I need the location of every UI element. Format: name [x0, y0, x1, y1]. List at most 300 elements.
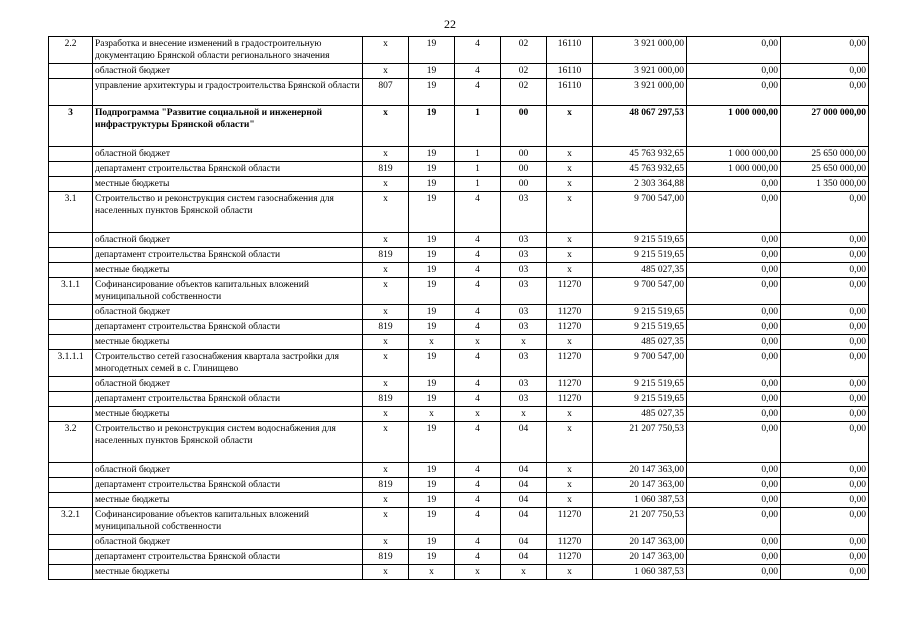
- table-row: [49, 407, 869, 422]
- direction-code: х: [547, 248, 593, 263]
- main-measure-code: 02: [501, 79, 547, 106]
- main-measure-code: 03: [501, 263, 547, 278]
- amount-year-1: 9 700 547,00: [593, 192, 687, 233]
- subprogram-code: 4: [455, 350, 501, 377]
- amount-year-1: 20 147 363,00: [593, 535, 687, 550]
- grbs-code: х: [363, 377, 409, 392]
- main-measure-code: 04: [501, 478, 547, 493]
- amount-year-2: 0,00: [687, 422, 781, 463]
- subprogram-code: 4: [455, 37, 501, 64]
- direction-code: х: [547, 493, 593, 508]
- program-code: 19: [409, 508, 455, 535]
- amount-year-2: 0,00: [687, 79, 781, 106]
- amount-year-3: 0,00: [781, 377, 869, 392]
- row-name: департамент строительства Брянской области: [93, 162, 363, 177]
- grbs-code: х: [363, 350, 409, 377]
- grbs-code: х: [363, 37, 409, 64]
- row-name: местные бюджеты: [93, 493, 363, 508]
- row-name: Подпрограмма "Развитие социальной и инженерной инфраструктуры Брянской области": [93, 106, 363, 147]
- amount-year-3: 0,00: [781, 565, 869, 580]
- grbs-code: х: [363, 508, 409, 535]
- amount-year-2: 0,00: [687, 377, 781, 392]
- subprogram-code: 1: [455, 106, 501, 147]
- main-measure-code: 00: [501, 106, 547, 147]
- program-code: 19: [409, 37, 455, 64]
- program-code: 19: [409, 233, 455, 248]
- row-number: [49, 79, 93, 106]
- row-number: [49, 392, 93, 407]
- direction-code: 16110: [547, 37, 593, 64]
- page-number: 22: [444, 17, 456, 31]
- row-name: местные бюджеты: [93, 263, 363, 278]
- table-row: [49, 192, 869, 233]
- grbs-code: х: [363, 177, 409, 192]
- subprogram-code: х: [455, 335, 501, 350]
- program-code: 19: [409, 493, 455, 508]
- row-number: [49, 162, 93, 177]
- amount-year-3: 0,00: [781, 305, 869, 320]
- amount-year-3: 0,00: [781, 535, 869, 550]
- amount-year-1: 2 303 364,88: [593, 177, 687, 192]
- row-number: [49, 233, 93, 248]
- subprogram-code: 1: [455, 162, 501, 177]
- program-code: х: [409, 335, 455, 350]
- amount-year-2: 0,00: [687, 248, 781, 263]
- row-name: управление архитектуры и градостроительства Брянской области: [93, 79, 363, 106]
- amount-year-1: 9 215 519,65: [593, 248, 687, 263]
- amount-year-1: 20 147 363,00: [593, 463, 687, 478]
- grbs-code: 807: [363, 79, 409, 106]
- table-row: [49, 350, 869, 377]
- main-measure-code: х: [501, 407, 547, 422]
- table-row: [49, 335, 869, 350]
- amount-year-1: 9 700 547,00: [593, 350, 687, 377]
- main-measure-code: 04: [501, 463, 547, 478]
- amount-year-2: 1 000 000,00: [687, 162, 781, 177]
- row-number: 3: [49, 106, 93, 147]
- main-measure-code: 00: [501, 147, 547, 162]
- subprogram-code: 4: [455, 64, 501, 79]
- amount-year-1: 21 207 750,53: [593, 422, 687, 463]
- row-number: [49, 377, 93, 392]
- table-row: [49, 248, 869, 263]
- amount-year-3: 0,00: [781, 192, 869, 233]
- row-name: департамент строительства Брянской области: [93, 392, 363, 407]
- row-name: департамент строительства Брянской области: [93, 550, 363, 565]
- row-name: областной бюджет: [93, 463, 363, 478]
- direction-code: х: [547, 335, 593, 350]
- amount-year-1: 48 067 297,53: [593, 106, 687, 147]
- amount-year-3: 0,00: [781, 335, 869, 350]
- subprogram-code: 4: [455, 508, 501, 535]
- row-number: [49, 320, 93, 335]
- amount-year-3: 0,00: [781, 263, 869, 278]
- main-measure-code: 03: [501, 305, 547, 320]
- direction-code: 11270: [547, 550, 593, 565]
- row-number: [49, 463, 93, 478]
- main-measure-code: 03: [501, 320, 547, 335]
- direction-code: 11270: [547, 305, 593, 320]
- amount-year-1: 9 215 519,65: [593, 320, 687, 335]
- amount-year-2: 0,00: [687, 335, 781, 350]
- program-code: 19: [409, 463, 455, 478]
- table-row: [49, 147, 869, 162]
- direction-code: х: [547, 407, 593, 422]
- table-row: [49, 377, 869, 392]
- grbs-code: 819: [363, 162, 409, 177]
- grbs-code: 819: [363, 392, 409, 407]
- amount-year-2: 1 000 000,00: [687, 147, 781, 162]
- row-number: [49, 550, 93, 565]
- amount-year-3: 0,00: [781, 478, 869, 493]
- subprogram-code: 4: [455, 320, 501, 335]
- amount-year-2: 1 000 000,00: [687, 106, 781, 147]
- direction-code: 11270: [547, 377, 593, 392]
- amount-year-1: 485 027,35: [593, 263, 687, 278]
- amount-year-2: 0,00: [687, 392, 781, 407]
- table-row: [49, 493, 869, 508]
- grbs-code: 819: [363, 248, 409, 263]
- amount-year-1: 9 215 519,65: [593, 233, 687, 248]
- direction-code: 11270: [547, 392, 593, 407]
- row-number: [49, 305, 93, 320]
- subprogram-code: 4: [455, 233, 501, 248]
- subprogram-code: 4: [455, 535, 501, 550]
- table-row: [49, 106, 869, 147]
- amount-year-3: 0,00: [781, 463, 869, 478]
- row-name: департамент строительства Брянской области: [93, 320, 363, 335]
- table-row: [49, 392, 869, 407]
- row-name: департамент строительства Брянской области: [93, 248, 363, 263]
- program-code: 19: [409, 422, 455, 463]
- direction-code: х: [547, 463, 593, 478]
- row-number: [49, 335, 93, 350]
- direction-code: х: [547, 422, 593, 463]
- direction-code: 11270: [547, 535, 593, 550]
- amount-year-2: 0,00: [687, 263, 781, 278]
- direction-code: х: [547, 478, 593, 493]
- row-name: областной бюджет: [93, 535, 363, 550]
- main-measure-code: 03: [501, 392, 547, 407]
- direction-code: 11270: [547, 508, 593, 535]
- table-row: [49, 233, 869, 248]
- amount-year-2: 0,00: [687, 407, 781, 422]
- grbs-code: х: [363, 305, 409, 320]
- subprogram-code: 4: [455, 463, 501, 478]
- amount-year-2: 0,00: [687, 233, 781, 248]
- amount-year-3: 25 650 000,00: [781, 162, 869, 177]
- subprogram-code: 4: [455, 478, 501, 493]
- grbs-code: х: [363, 192, 409, 233]
- row-number: 3.1.1.1: [49, 350, 93, 377]
- table-row: [49, 535, 869, 550]
- direction-code: 11270: [547, 350, 593, 377]
- subprogram-code: 1: [455, 147, 501, 162]
- row-number: [49, 263, 93, 278]
- table-row: [49, 177, 869, 192]
- amount-year-1: 3 921 000,00: [593, 37, 687, 64]
- amount-year-3: 0,00: [781, 79, 869, 106]
- amount-year-1: 20 147 363,00: [593, 478, 687, 493]
- grbs-code: х: [363, 106, 409, 147]
- amount-year-1: 21 207 750,53: [593, 508, 687, 535]
- grbs-code: 819: [363, 478, 409, 493]
- table-row: [49, 305, 869, 320]
- grbs-code: х: [363, 335, 409, 350]
- amount-year-1: 1 060 387,53: [593, 493, 687, 508]
- budget-table: [48, 36, 869, 580]
- table-row: [49, 162, 869, 177]
- subprogram-code: 4: [455, 192, 501, 233]
- program-code: 19: [409, 377, 455, 392]
- grbs-code: х: [363, 64, 409, 79]
- program-code: 19: [409, 550, 455, 565]
- row-number: [49, 493, 93, 508]
- direction-code: 11270: [547, 278, 593, 305]
- direction-code: х: [547, 263, 593, 278]
- program-code: 19: [409, 305, 455, 320]
- subprogram-code: 4: [455, 248, 501, 263]
- row-name: Строительство и реконструкция систем водоснабжения для населенных пунктов Брянской области: [93, 422, 363, 463]
- amount-year-3: 0,00: [781, 350, 869, 377]
- main-measure-code: 00: [501, 177, 547, 192]
- amount-year-1: 9 215 519,65: [593, 392, 687, 407]
- direction-code: х: [547, 106, 593, 147]
- main-measure-code: 02: [501, 37, 547, 64]
- amount-year-3: 27 000 000,00: [781, 106, 869, 147]
- grbs-code: х: [363, 422, 409, 463]
- main-measure-code: 04: [501, 508, 547, 535]
- grbs-code: х: [363, 263, 409, 278]
- row-number: [49, 478, 93, 493]
- amount-year-1: 1 060 387,53: [593, 565, 687, 580]
- amount-year-2: 0,00: [687, 535, 781, 550]
- amount-year-2: 0,00: [687, 478, 781, 493]
- subprogram-code: 4: [455, 550, 501, 565]
- program-code: х: [409, 407, 455, 422]
- row-name: областной бюджет: [93, 147, 363, 162]
- amount-year-2: 0,00: [687, 192, 781, 233]
- amount-year-1: 9 215 519,65: [593, 305, 687, 320]
- direction-code: х: [547, 162, 593, 177]
- amount-year-3: 0,00: [781, 508, 869, 535]
- program-code: 19: [409, 64, 455, 79]
- grbs-code: х: [363, 407, 409, 422]
- direction-code: 16110: [547, 64, 593, 79]
- amount-year-3: 0,00: [781, 493, 869, 508]
- row-name: областной бюджет: [93, 233, 363, 248]
- amount-year-2: 0,00: [687, 350, 781, 377]
- subprogram-code: 4: [455, 493, 501, 508]
- amount-year-1: 3 921 000,00: [593, 64, 687, 79]
- direction-code: х: [547, 565, 593, 580]
- program-code: 19: [409, 177, 455, 192]
- amount-year-2: 0,00: [687, 463, 781, 478]
- amount-year-2: 0,00: [687, 177, 781, 192]
- amount-year-3: 1 350 000,00: [781, 177, 869, 192]
- amount-year-3: 0,00: [781, 422, 869, 463]
- main-measure-code: 03: [501, 233, 547, 248]
- row-name: Строительство и реконструкция систем газоснабжения для населенных пунктов Брянской области: [93, 192, 363, 233]
- direction-code: 11270: [547, 320, 593, 335]
- program-code: 19: [409, 535, 455, 550]
- subprogram-code: 4: [455, 263, 501, 278]
- table-row: [49, 79, 869, 106]
- row-name: местные бюджеты: [93, 565, 363, 580]
- amount-year-2: 0,00: [687, 320, 781, 335]
- grbs-code: 819: [363, 320, 409, 335]
- subprogram-code: 4: [455, 377, 501, 392]
- subprogram-code: 4: [455, 422, 501, 463]
- amount-year-1: 485 027,35: [593, 335, 687, 350]
- row-number: 3.2: [49, 422, 93, 463]
- table-row: [49, 37, 869, 64]
- table-row: [49, 278, 869, 305]
- main-measure-code: 03: [501, 248, 547, 263]
- program-code: 19: [409, 350, 455, 377]
- main-measure-code: 04: [501, 422, 547, 463]
- row-name: Софинансирование объектов капитальных вложений муниципальной собственности: [93, 278, 363, 305]
- subprogram-code: 1: [455, 177, 501, 192]
- program-code: 19: [409, 478, 455, 493]
- row-name: местные бюджеты: [93, 335, 363, 350]
- row-number: 3.1.1: [49, 278, 93, 305]
- row-number: [49, 64, 93, 79]
- row-name: местные бюджеты: [93, 177, 363, 192]
- main-measure-code: х: [501, 335, 547, 350]
- table-row: [49, 550, 869, 565]
- amount-year-3: 0,00: [781, 407, 869, 422]
- grbs-code: х: [363, 147, 409, 162]
- row-name: областной бюджет: [93, 377, 363, 392]
- main-measure-code: 00: [501, 162, 547, 177]
- program-code: 19: [409, 392, 455, 407]
- table-row: [49, 508, 869, 535]
- main-measure-code: 04: [501, 535, 547, 550]
- program-code: 19: [409, 248, 455, 263]
- amount-year-2: 0,00: [687, 565, 781, 580]
- table-body: [49, 37, 869, 580]
- program-code: 19: [409, 147, 455, 162]
- amount-year-2: 0,00: [687, 305, 781, 320]
- program-code: 19: [409, 320, 455, 335]
- amount-year-2: 0,00: [687, 493, 781, 508]
- amount-year-3: 0,00: [781, 64, 869, 79]
- row-name: областной бюджет: [93, 305, 363, 320]
- row-number: 3.2.1: [49, 508, 93, 535]
- program-code: 19: [409, 192, 455, 233]
- amount-year-3: 0,00: [781, 320, 869, 335]
- subprogram-code: 4: [455, 79, 501, 106]
- program-code: х: [409, 565, 455, 580]
- amount-year-1: 9 700 547,00: [593, 278, 687, 305]
- direction-code: х: [547, 192, 593, 233]
- subprogram-code: х: [455, 565, 501, 580]
- amount-year-2: 0,00: [687, 278, 781, 305]
- table-row: [49, 463, 869, 478]
- grbs-code: х: [363, 278, 409, 305]
- main-measure-code: х: [501, 565, 547, 580]
- table-row: [49, 422, 869, 463]
- main-measure-code: 04: [501, 493, 547, 508]
- amount-year-3: 0,00: [781, 248, 869, 263]
- row-name: Разработка и внесение изменений в градостроительную документацию Брянской области регионального значения: [93, 37, 363, 64]
- row-number: 3.1: [49, 192, 93, 233]
- table-row: [49, 64, 869, 79]
- grbs-code: х: [363, 493, 409, 508]
- row-name: областной бюджет: [93, 64, 363, 79]
- table-row: [49, 565, 869, 580]
- amount-year-1: 9 215 519,65: [593, 377, 687, 392]
- row-number: 2.2: [49, 37, 93, 64]
- program-code: 19: [409, 278, 455, 305]
- amount-year-2: 0,00: [687, 64, 781, 79]
- amount-year-1: 3 921 000,00: [593, 79, 687, 106]
- grbs-code: х: [363, 535, 409, 550]
- amount-year-3: 0,00: [781, 233, 869, 248]
- main-measure-code: 03: [501, 377, 547, 392]
- program-code: 19: [409, 106, 455, 147]
- row-number: [49, 407, 93, 422]
- amount-year-1: 45 763 932,65: [593, 162, 687, 177]
- direction-code: х: [547, 147, 593, 162]
- direction-code: х: [547, 233, 593, 248]
- subprogram-code: х: [455, 407, 501, 422]
- program-code: 19: [409, 162, 455, 177]
- amount-year-2: 0,00: [687, 508, 781, 535]
- subprogram-code: 4: [455, 278, 501, 305]
- amount-year-2: 0,00: [687, 37, 781, 64]
- row-name: местные бюджеты: [93, 407, 363, 422]
- row-number: [49, 248, 93, 263]
- amount-year-3: 0,00: [781, 278, 869, 305]
- main-measure-code: 03: [501, 192, 547, 233]
- amount-year-2: 0,00: [687, 550, 781, 565]
- row-number: [49, 565, 93, 580]
- main-measure-code: 04: [501, 550, 547, 565]
- main-measure-code: 03: [501, 350, 547, 377]
- row-number: [49, 177, 93, 192]
- direction-code: 16110: [547, 79, 593, 106]
- amount-year-3: 25 650 000,00: [781, 147, 869, 162]
- table-row: [49, 263, 869, 278]
- grbs-code: х: [363, 233, 409, 248]
- subprogram-code: 4: [455, 392, 501, 407]
- subprogram-code: 4: [455, 305, 501, 320]
- row-name: департамент строительства Брянской области: [93, 478, 363, 493]
- amount-year-1: 20 147 363,00: [593, 550, 687, 565]
- row-name: Софинансирование объектов капитальных вложений муниципальной собственности: [93, 508, 363, 535]
- row-number: [49, 535, 93, 550]
- main-measure-code: 02: [501, 64, 547, 79]
- row-name: Строительство сетей газоснабжения квартала застройки для многодетных семей в с. Глинищево: [93, 350, 363, 377]
- grbs-code: х: [363, 565, 409, 580]
- amount-year-3: 0,00: [781, 392, 869, 407]
- row-number: [49, 147, 93, 162]
- table-row: [49, 320, 869, 335]
- amount-year-3: 0,00: [781, 550, 869, 565]
- amount-year-1: 485 027,35: [593, 407, 687, 422]
- amount-year-3: 0,00: [781, 37, 869, 64]
- amount-year-1: 45 763 932,65: [593, 147, 687, 162]
- table-row: [49, 478, 869, 493]
- grbs-code: х: [363, 463, 409, 478]
- grbs-code: 819: [363, 550, 409, 565]
- program-code: 19: [409, 79, 455, 106]
- main-measure-code: 03: [501, 278, 547, 305]
- program-code: 19: [409, 263, 455, 278]
- direction-code: х: [547, 177, 593, 192]
